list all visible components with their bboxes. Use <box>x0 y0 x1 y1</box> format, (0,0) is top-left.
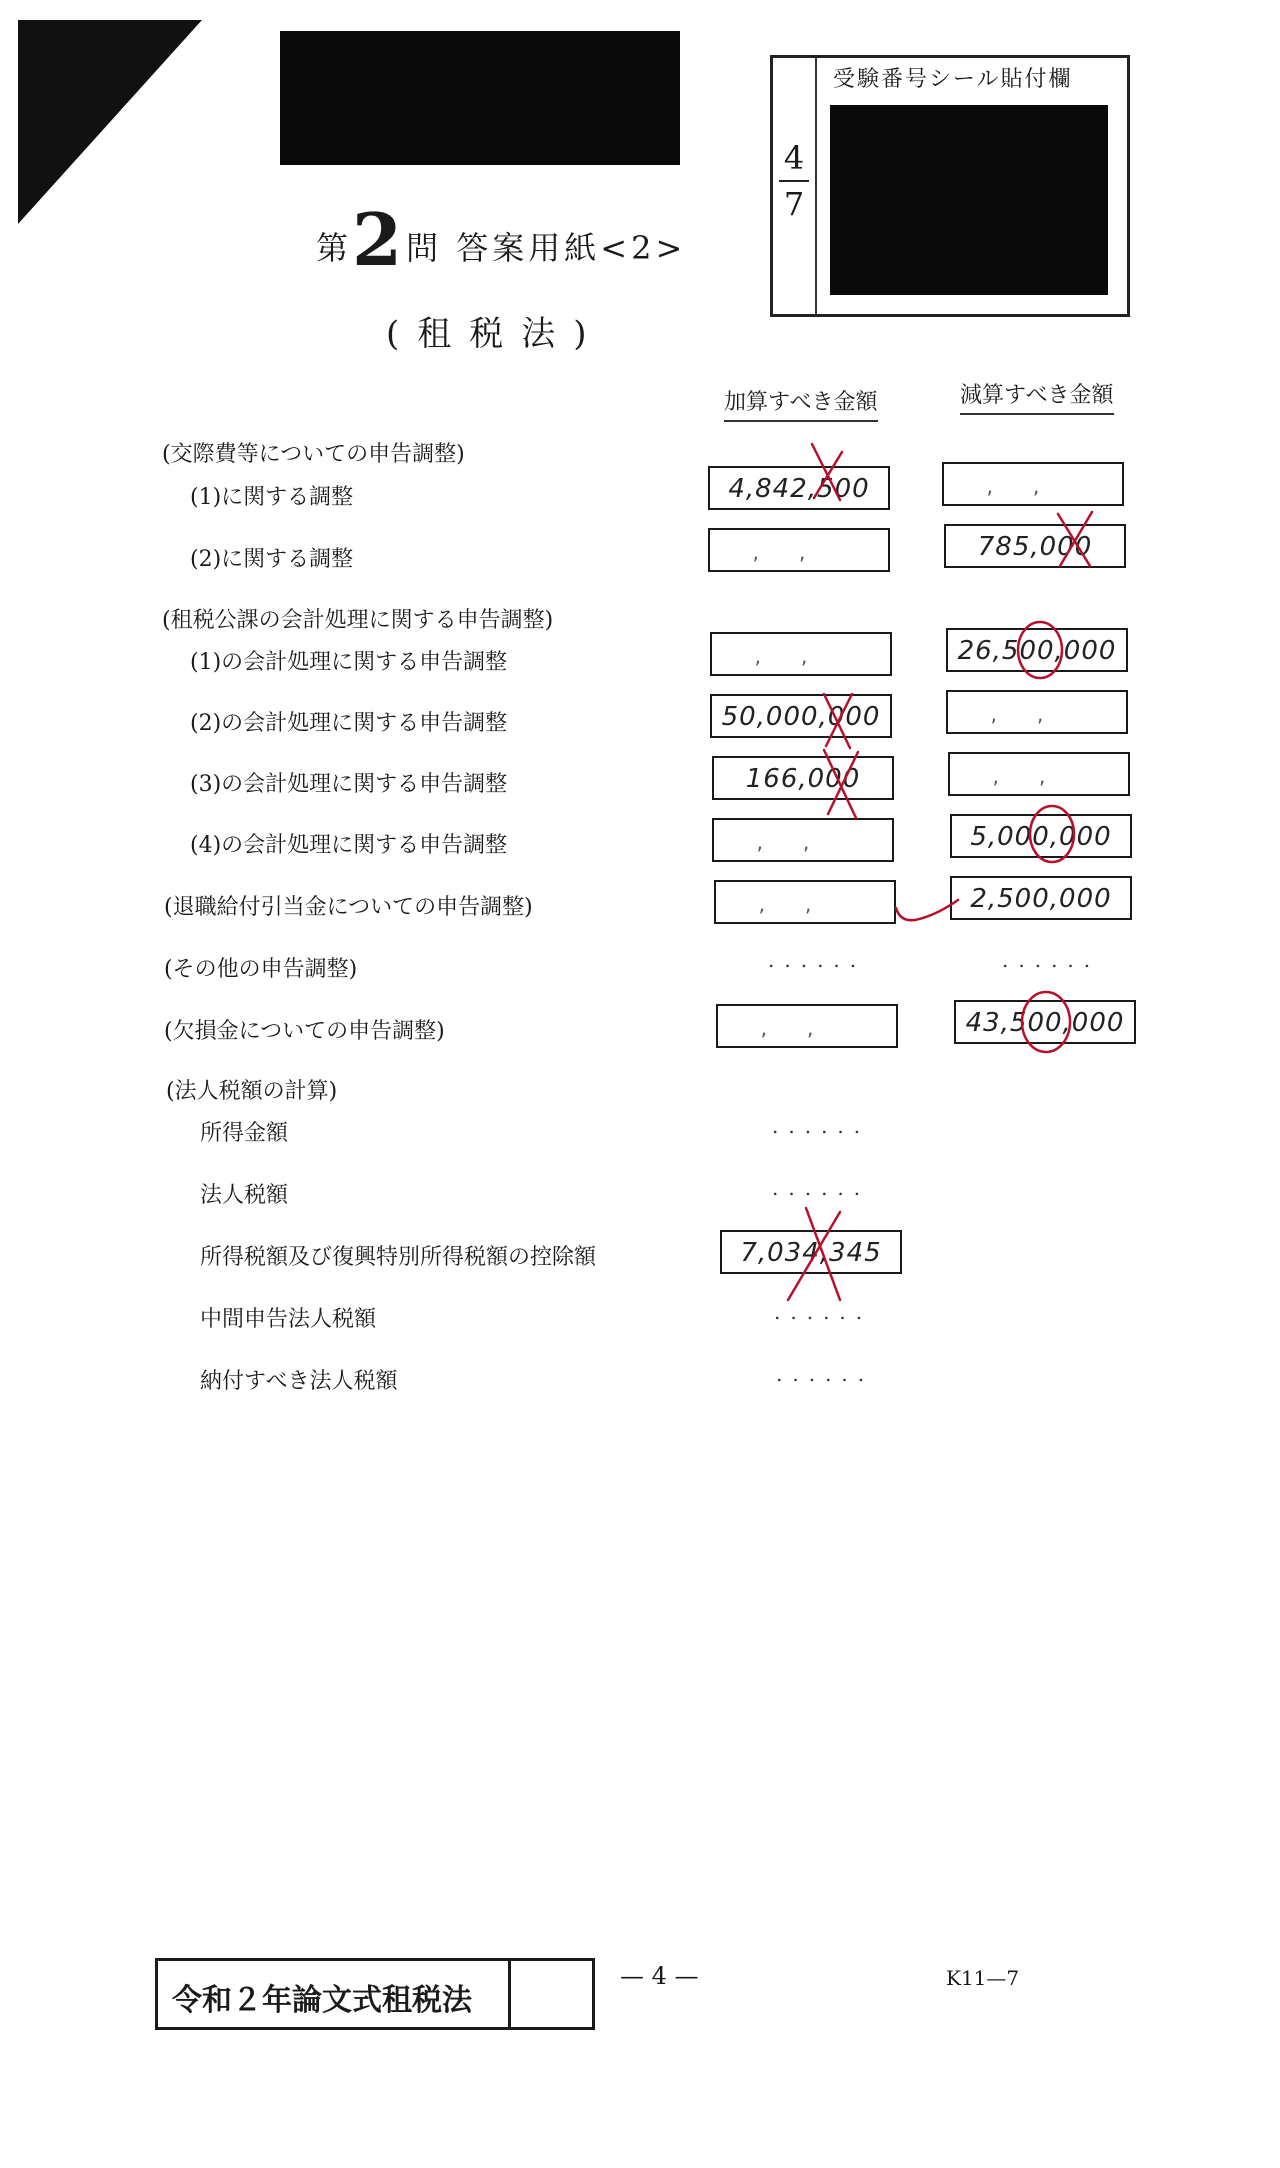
amount-value: 50,000,000 <box>721 702 881 732</box>
fraction-numerator: 4 <box>783 139 805 177</box>
column-header-add: 加算すべき金額 <box>724 385 878 422</box>
comma-guides: ,, <box>758 892 852 916</box>
amount-box-deduction[interactable] <box>720 1230 902 1274</box>
comma-guides: ,, <box>756 830 850 854</box>
dots: ...... <box>772 1176 871 1200</box>
amount-value: 2,500,000 <box>970 884 1112 914</box>
amount-box-add[interactable] <box>710 632 892 676</box>
row-label: 法人税額 <box>200 1183 289 1208</box>
amount-box-subtract[interactable] <box>944 524 1126 568</box>
amount-box-add[interactable] <box>708 466 890 510</box>
section-heading-tax-accounting: (租税公課の会計処理に関する申告調整) <box>162 608 554 633</box>
dots-add: ...... <box>768 948 867 972</box>
corner-triangle <box>18 20 202 224</box>
amount-box-add[interactable] <box>712 756 894 800</box>
amount-box-add[interactable] <box>716 1004 898 1048</box>
redacted-sticker <box>830 105 1108 295</box>
dots: ...... <box>774 1300 873 1324</box>
sticker-divider <box>815 58 817 314</box>
amount-value: 785,000 <box>977 532 1093 562</box>
row-label: (3)の会計処理に関する申告調整 <box>190 772 508 797</box>
row-label: 所得税額及び復興特別所得税額の控除額 <box>200 1245 597 1270</box>
row-label: (1)に関する調整 <box>190 485 354 510</box>
row-label: 所得金額 <box>200 1121 289 1146</box>
amount-box-subtract[interactable] <box>946 628 1128 672</box>
page-number: — 4 — <box>620 1962 699 1990</box>
page-subtitle: (租税法) <box>386 314 605 354</box>
title-prefix: 第 <box>316 229 353 267</box>
form-code: K11—7 <box>946 1966 1020 1990</box>
page-fraction <box>773 138 815 224</box>
redacted-name-block <box>280 31 680 165</box>
section-heading-entertainment: (交際費等についての申告調整) <box>162 442 465 467</box>
section-heading-corporate-tax: (法人税額の計算) <box>166 1079 338 1104</box>
amount-box-subtract[interactable] <box>950 814 1132 858</box>
amount-value: 43,500,000 <box>965 1008 1125 1038</box>
amount-box-subtract[interactable] <box>948 752 1130 796</box>
page-title <box>316 197 687 282</box>
comma-guides: ,, <box>986 474 1080 498</box>
sticker-label: 受験番号シール貼付欄 <box>833 67 1073 92</box>
row-label: 納付すべき法人税額 <box>200 1369 398 1394</box>
amount-value: 166,000 <box>745 764 861 794</box>
comma-guides: ,, <box>754 644 848 668</box>
footer-exam-title: 令和２年論文式租税法 <box>172 1983 472 2018</box>
row-label-deficit: (欠損金についての申告調整) <box>164 1019 445 1044</box>
amount-box-add[interactable] <box>712 818 894 862</box>
row-label: (4)の会計処理に関する申告調整 <box>190 833 508 858</box>
comma-guides: ,, <box>992 764 1086 788</box>
title-suffix: 問 答案用紙<2> <box>406 229 687 267</box>
amount-box-add[interactable] <box>708 528 890 572</box>
amount-box-subtract[interactable] <box>950 876 1132 920</box>
title-number: 2 <box>352 197 407 282</box>
comma-guides: ,, <box>760 1016 854 1040</box>
amount-box-subtract[interactable] <box>942 462 1124 506</box>
amount-value: 7,034,345 <box>740 1238 882 1268</box>
dots: ...... <box>772 1114 871 1138</box>
link-mark <box>896 900 958 920</box>
amount-box-subtract[interactable] <box>946 690 1128 734</box>
footer-separator <box>508 1961 511 2027</box>
row-label: (1)の会計処理に関する申告調整 <box>190 650 508 675</box>
row-label: 中間申告法人税額 <box>200 1307 377 1332</box>
comma-guides: ,, <box>752 540 846 564</box>
column-header-subtract: 減算すべき金額 <box>960 378 1114 415</box>
amount-box-add[interactable] <box>714 880 896 924</box>
comma-guides: ,, <box>990 702 1084 726</box>
amount-box-subtract[interactable] <box>954 1000 1136 1044</box>
fraction-denominator: 7 <box>783 185 805 223</box>
row-label-retirement: (退職給付引当金についての申告調整) <box>164 895 533 920</box>
amount-box-add[interactable] <box>710 694 892 738</box>
dots-subtract: ...... <box>1002 948 1101 972</box>
row-label: (2)に関する調整 <box>190 547 354 572</box>
dots: ...... <box>776 1362 875 1386</box>
amount-value: 4,842,500 <box>728 474 870 504</box>
exam-number-sticker-area <box>770 55 1130 317</box>
amount-value: 26,500,000 <box>957 636 1117 666</box>
row-label: (2)の会計処理に関する申告調整 <box>190 711 508 736</box>
amount-value: 5,000,000 <box>970 822 1112 852</box>
footer-exam-box <box>155 1958 595 2030</box>
row-label-other: (その他の申告調整) <box>164 957 358 982</box>
